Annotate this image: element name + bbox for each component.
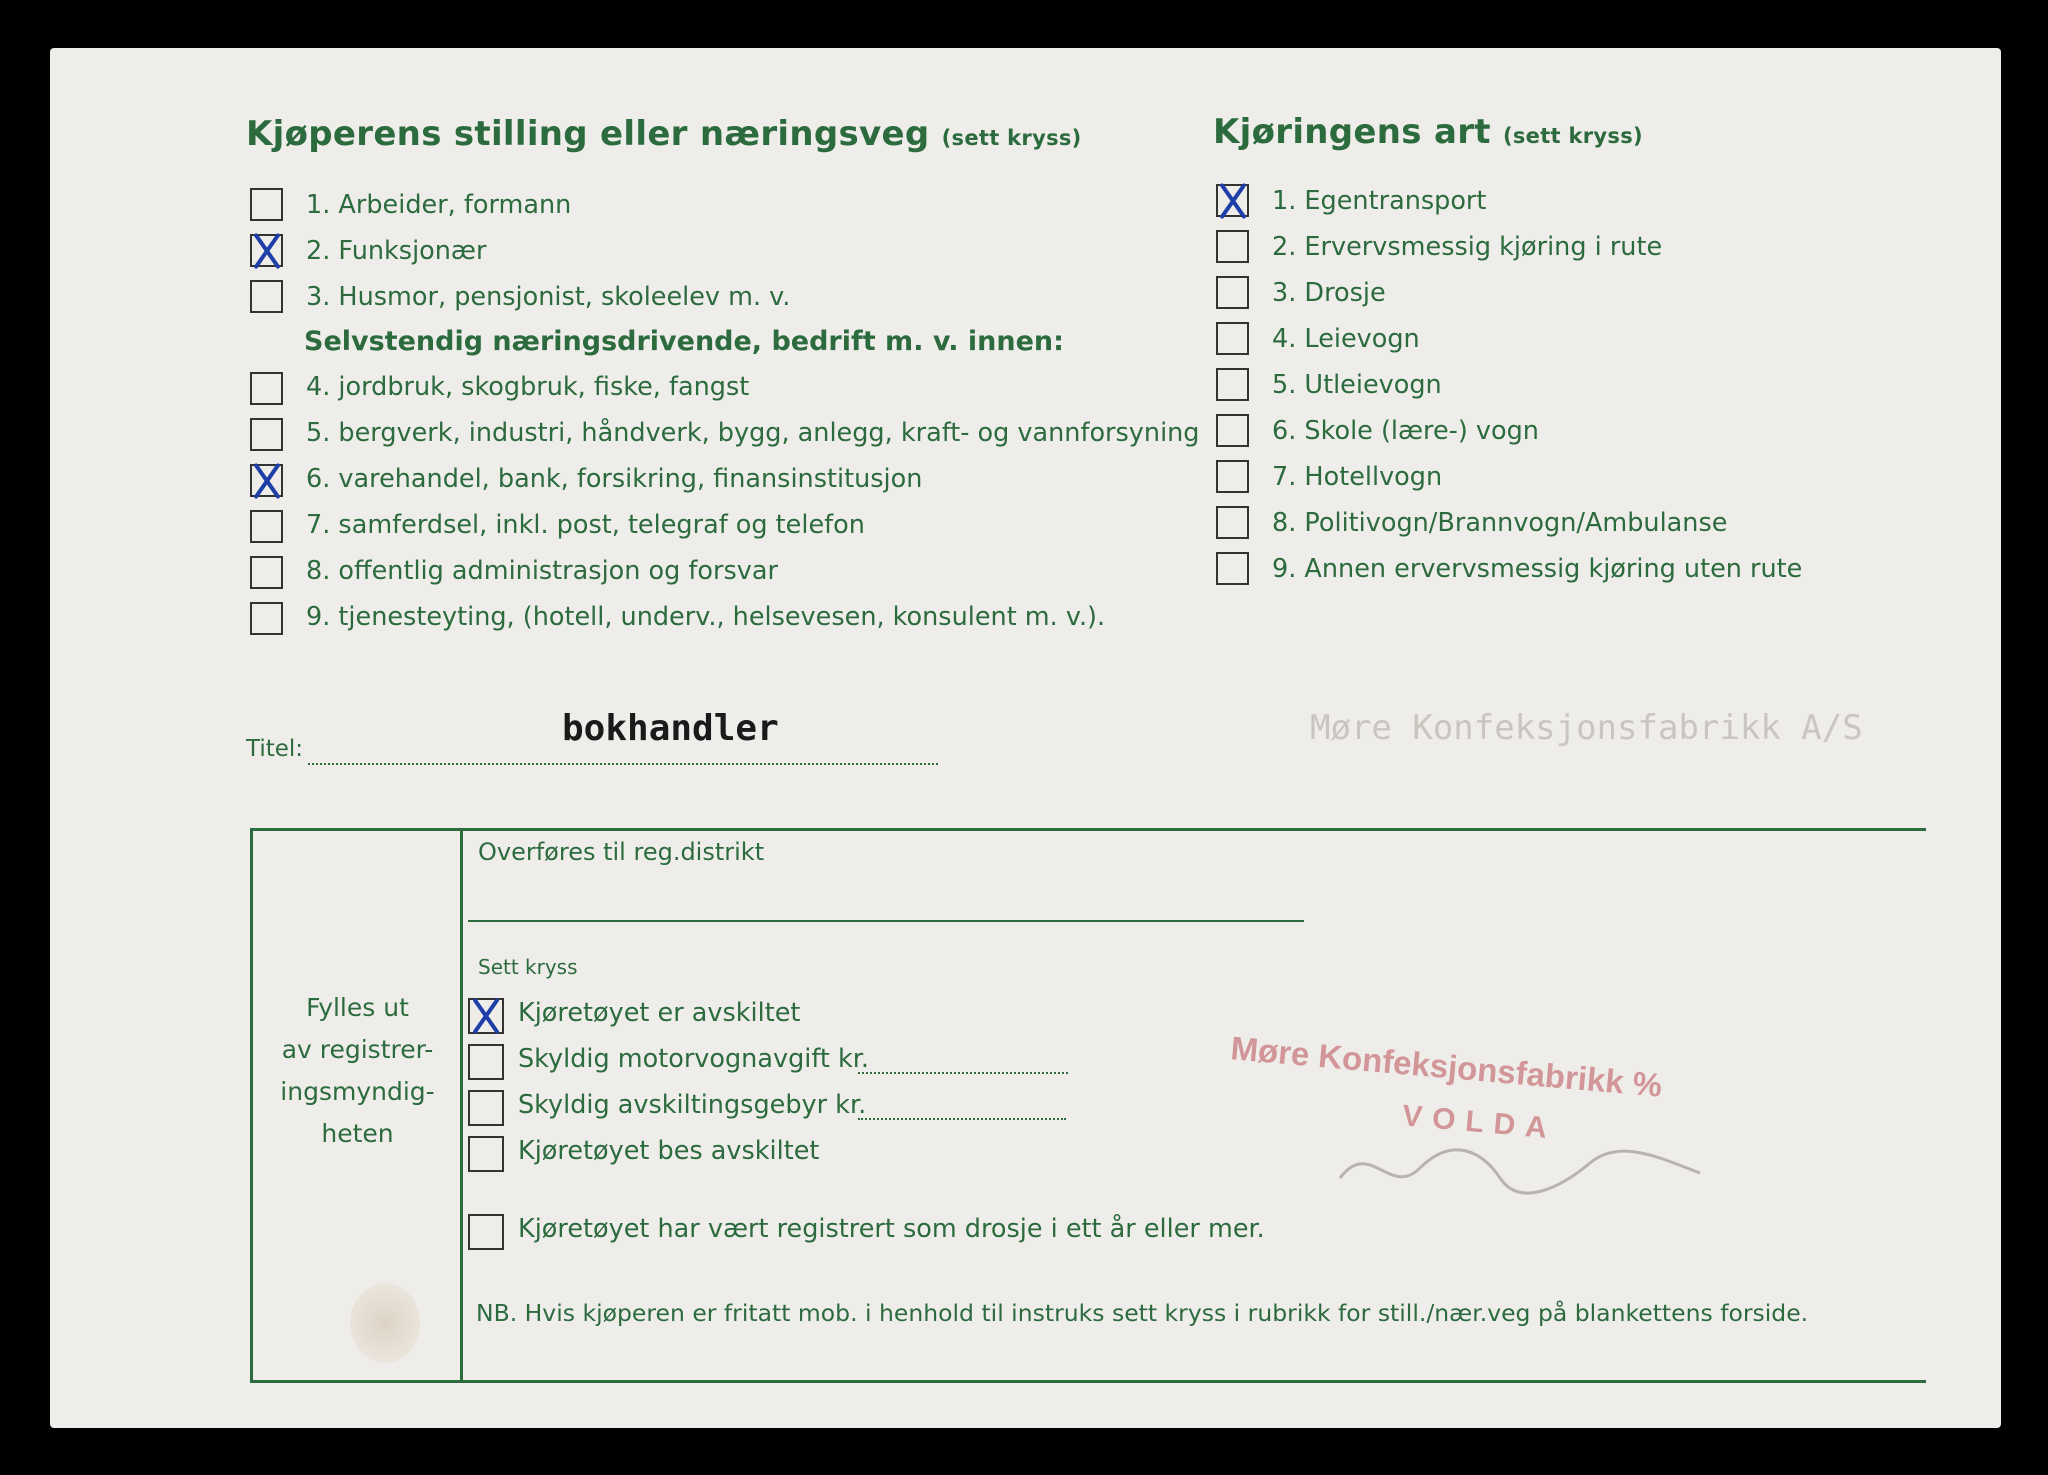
label-arbeider: 1. Arbeider, formann bbox=[306, 190, 572, 220]
checkbox-drosje-ett-ar[interactable] bbox=[468, 1214, 504, 1250]
side-line-1: Fylles ut bbox=[306, 993, 409, 1022]
registry-box-bottom-rule bbox=[250, 1380, 1926, 1383]
label-avskiltet: Kjøretøyet er avskiltet bbox=[518, 998, 801, 1028]
paper-stain bbox=[350, 1283, 420, 1363]
left-section-title: Kjøperens stilling eller næringsveg (sett kryss) bbox=[246, 114, 1082, 154]
bleed-through-text: Møre Konfeksjonsfabrikk A/S bbox=[1310, 708, 1863, 748]
registry-box-left-rule bbox=[250, 828, 253, 1383]
sett-kryss-hint: Sett kryss bbox=[478, 955, 578, 979]
left-section-hint: (sett kryss) bbox=[941, 126, 1082, 150]
checkbox-arbeider[interactable] bbox=[250, 188, 283, 221]
checkbox-politivogn[interactable] bbox=[1216, 506, 1249, 539]
checkbox-leievogn[interactable] bbox=[1216, 322, 1249, 355]
label-avskiltingsgebyr: Skyldig avskiltingsgebyr kr. bbox=[518, 1090, 867, 1120]
label-drosje-ett-ar: Kjøretøyet har vært registrert som drosje i ett år eller mer. bbox=[518, 1214, 1265, 1244]
side-line-2: av registrer- bbox=[281, 1035, 434, 1064]
label-utleievogn: 5. Utleievogn bbox=[1272, 370, 1442, 400]
right-section-title: Kjøringens art (sett kryss) bbox=[1213, 112, 1643, 152]
label-leievogn: 4. Leievogn bbox=[1272, 324, 1420, 354]
title-value[interactable]: bokhandler bbox=[562, 708, 779, 749]
label-tjenesteyting: 9. tjenesteyting, (hotell, underv., helsevesen, konsulent m. v.). bbox=[306, 602, 1106, 632]
label-offentlig: 8. offentlig administrasjon og forsvar bbox=[306, 556, 778, 586]
title-dotted-line bbox=[308, 761, 938, 765]
label-hotellvogn: 7. Hotellvogn bbox=[1272, 462, 1443, 492]
registry-box-divider bbox=[460, 828, 463, 1383]
company-stamp-line1: Møre Konfeksjonsfabrikk % bbox=[1229, 1029, 1664, 1104]
side-line-4: heten bbox=[321, 1119, 394, 1148]
checkbox-annen-kjoring[interactable] bbox=[1216, 552, 1249, 585]
transfer-line[interactable] bbox=[468, 920, 1304, 922]
checkbox-bes-avskiltet[interactable] bbox=[468, 1136, 504, 1172]
title-label: Titel: bbox=[246, 736, 304, 762]
label-husmor: 3. Husmor, pensjonist, skoleelev m. v. bbox=[306, 282, 791, 312]
label-bergverk: 5. bergverk, industri, håndverk, bygg, anlegg, kraft- og vannforsyning bbox=[306, 418, 1200, 448]
checkbox-varehandel[interactable] bbox=[250, 464, 283, 497]
avskiltingsgebyr-amount-line[interactable] bbox=[858, 1116, 1066, 1120]
form-sheet bbox=[50, 48, 2001, 1428]
checkbox-hotellvogn[interactable] bbox=[1216, 460, 1249, 493]
signature bbox=[1330, 1128, 1710, 1208]
label-varehandel: 6. varehandel, bank, forsikring, finansinstitusjon bbox=[306, 464, 923, 494]
label-samferdsel: 7. samferdsel, inkl. post, telegraf og telefon bbox=[306, 510, 865, 540]
checkbox-husmor[interactable] bbox=[250, 280, 283, 313]
checkbox-funksjonaer[interactable] bbox=[250, 234, 283, 267]
checkbox-samferdsel[interactable] bbox=[250, 510, 283, 543]
checkbox-offentlig[interactable] bbox=[250, 556, 283, 589]
registry-side-note bbox=[260, 987, 455, 1155]
label-egentransport: 1. Egentransport bbox=[1272, 186, 1487, 216]
right-section-hint: (sett kryss) bbox=[1502, 124, 1643, 148]
label-jordbruk: 4. jordbruk, skogbruk, fiske, fangst bbox=[306, 372, 750, 402]
checkbox-egentransport[interactable] bbox=[1216, 184, 1249, 217]
checkbox-avskiltingsgebyr[interactable] bbox=[468, 1090, 504, 1126]
checkbox-avskiltet[interactable] bbox=[468, 998, 504, 1034]
checkbox-ervervsmessig-rute[interactable] bbox=[1216, 230, 1249, 263]
checkbox-tjenesteyting[interactable] bbox=[250, 602, 283, 635]
registry-box-top-rule bbox=[250, 828, 1926, 831]
motorvognavgift-amount-line[interactable] bbox=[858, 1070, 1068, 1074]
checkbox-jordbruk[interactable] bbox=[250, 372, 283, 405]
transfer-label: Overføres til reg.distrikt bbox=[478, 838, 765, 866]
side-line-3: ingsmyndig- bbox=[280, 1077, 435, 1106]
company-stamp-line2: VOLDA bbox=[1400, 1099, 1559, 1146]
label-skolevogn: 6. Skole (lære-) vogn bbox=[1272, 416, 1539, 446]
checkbox-skolevogn[interactable] bbox=[1216, 414, 1249, 447]
selvstendig-subheading: Selvstendig næringsdrivende, bedrift m. v. innen: bbox=[304, 326, 1064, 357]
label-politivogn: 8. Politivogn/Brannvogn/Ambulanse bbox=[1272, 508, 1728, 538]
label-bes-avskiltet: Kjøretøyet bes avskiltet bbox=[518, 1136, 820, 1166]
nb-note: NB. Hvis kjøperen er fritatt mob. i henhold til instruks sett kryss i rubrikk for still./nær.veg på blankettens forside. bbox=[476, 1299, 1809, 1327]
label-annen-kjoring: 9. Annen ervervsmessig kjøring uten rute bbox=[1272, 554, 1803, 584]
label-funksjonaer: 2. Funksjonær bbox=[306, 236, 487, 266]
checkbox-drosje[interactable] bbox=[1216, 276, 1249, 309]
checkbox-utleievogn[interactable] bbox=[1216, 368, 1249, 401]
label-motorvognavgift: Skyldig motorvognavgift kr. bbox=[518, 1044, 869, 1074]
label-drosje: 3. Drosje bbox=[1272, 278, 1386, 308]
checkbox-bergverk[interactable] bbox=[250, 418, 283, 451]
checkbox-motorvognavgift[interactable] bbox=[468, 1044, 504, 1080]
label-ervervsmessig-rute: 2. Ervervsmessig kjøring i rute bbox=[1272, 232, 1663, 262]
